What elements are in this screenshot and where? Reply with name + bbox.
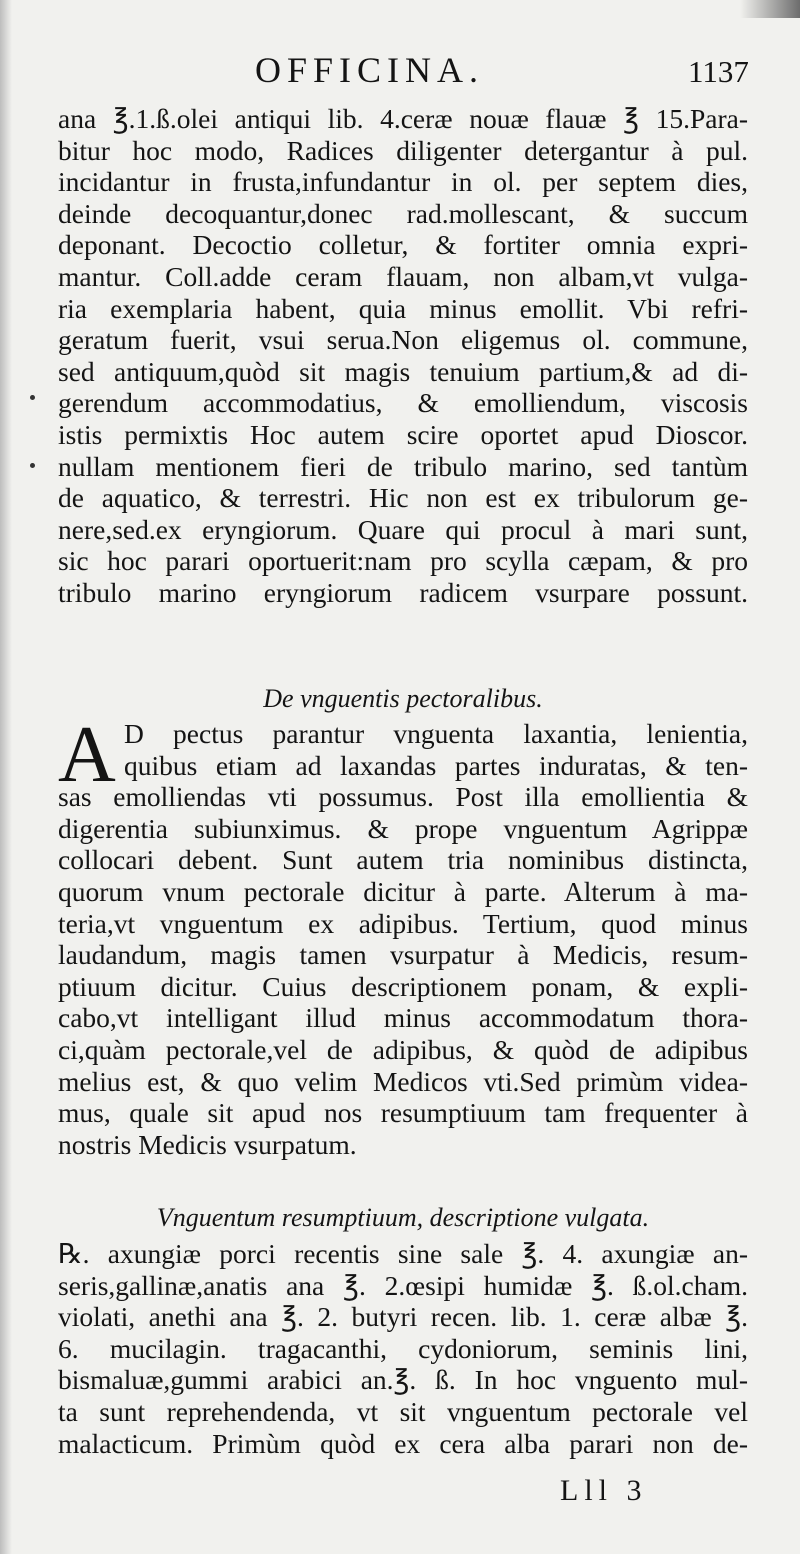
margin-dot [30, 463, 35, 468]
text-line: quibus etiam ad laxandas partes induratas, & ten- [124, 749, 748, 781]
running-head [0, 48, 800, 92]
text-line: incidantur in frusta,infundantur in ol. per septem dies, [58, 166, 748, 198]
text-line: collocari debent. Sunt autem tria nominibus distincta, [58, 844, 748, 876]
signature-mark: Lll 3 [560, 1474, 648, 1507]
text-line: ria exemplaria habent, quia minus emollit. Vbi refri- [58, 292, 748, 324]
text-line: seris,gallinæ,anatis ana ℥. 2.œsipi humidæ ℥. ß.ol.cham. [58, 1269, 748, 1301]
text-line: teria,vt vnguentum ex adipibus. Tertium, quod minus [58, 907, 748, 939]
text-line: gerendum accommodatius, & emolliendum, viscosis [58, 387, 748, 419]
text-line: digerentia subiunximus. & prope vnguentum Agrippæ [58, 812, 748, 844]
running-title: OFFICINA. [255, 50, 485, 90]
text-line: ci,quàm pectorale,vel de adipibus, & quòd de adipibus [58, 1033, 748, 1065]
text-line: ta sunt reprehendenda, vt sit vnguentum pectorale vel [58, 1395, 748, 1427]
text-line: 6. mucilagin. tragacanthi, cydoniorum, seminis lini, [58, 1332, 748, 1364]
text-line: melius est, & quo velim Medicos vti.Sed primùm videa- [58, 1065, 748, 1097]
text-line: istis permixtis Hoc autem scire oportet apud Dioscor. [58, 418, 748, 450]
text-line: nostris Medicis vsurpatum. [58, 1128, 357, 1160]
drop-cap-initial: A [58, 711, 116, 799]
margin-dot [30, 395, 35, 400]
text-line: cabo,vt intelligant illud minus accommodatum thora- [58, 1002, 748, 1034]
text-block-3 [58, 1238, 748, 1459]
section-heading-resumptive-ointment: Vnguentum resumptiuum, descriptione vulgata. [156, 1203, 650, 1232]
text-line: ana ℥.1.ß.olei antiqui lib. 4.ceræ nouæ flauæ ℥ 15.Para- [58, 103, 748, 134]
text-line: D pectus parantur vnguenta laxantia, lenientia, [124, 718, 748, 749]
text-line: deinde decoquantur,donec rad.mollescant, & succum [58, 197, 748, 229]
text-line: bismaluæ,gummi arabici an.℥. ß. In hoc vnguento mul- [58, 1364, 748, 1396]
page-edge-shadow [0, 0, 12, 1554]
text-line: sic hoc parari oportuerit:nam pro scylla cæpam, & pro [58, 545, 748, 577]
text-line: sas emolliendas vti possumus. Post illa emollientia & [58, 781, 748, 813]
text-line: quorum vnum pectorale dicitur à parte. Alterum à ma- [58, 875, 748, 907]
section-heading-pectoral-ointments: De vnguentis pectoralibus. [263, 684, 543, 713]
text-line: malacticum. Primùm quòd ex cera alba parari non de- [58, 1427, 748, 1459]
text-block-1 [58, 103, 748, 609]
text-line: deponant. Decoctio colletur, & fortiter omnia expri- [58, 229, 748, 261]
page-number: 1137 [688, 54, 749, 89]
text-line: mantur. Coll.adde ceram flauam, non albam,vt vulga- [58, 260, 748, 292]
text-line: sed antiquum,quòd sit magis tenuium partium,& ad di- [58, 355, 748, 387]
text-line: violati, anethi ana ℥. 2. butyri recen. lib. 1. ceræ albæ ℥. [58, 1301, 748, 1333]
text-line: tribulo marino eryngiorum radicem vsurpare possunt. [58, 576, 748, 608]
text-line: ℞. axungiæ porci recentis sine sale ℥. 4. axungiæ an- [58, 1238, 748, 1269]
text-line: mus, quale sit apud nos resumptiuum tam frequenter à [58, 1097, 748, 1129]
text-line: de aquatico, & terrestri. Hic non est ex tribulorum ge- [58, 482, 748, 514]
page-corner-smudge [740, 0, 800, 18]
text-block-2 [58, 711, 748, 1160]
text-line: geratum fuerit, vsui serua.Non eligemus ol. commune, [58, 324, 748, 356]
text-line: laudandum, magis tamen vsurpatur à Medicis, resum- [58, 939, 748, 971]
text-line: ptiuum dicitur. Cuius descriptionem ponam, & expli- [58, 970, 748, 1002]
text-line: nere,sed.ex eryngiorum. Quare qui procul à mari sunt, [58, 513, 748, 545]
text-line: nullam mentionem fieri de tribulo marino, sed tantùm [58, 450, 748, 482]
text-line: bitur hoc modo, Radices diligenter detergantur à pul. [58, 134, 748, 166]
